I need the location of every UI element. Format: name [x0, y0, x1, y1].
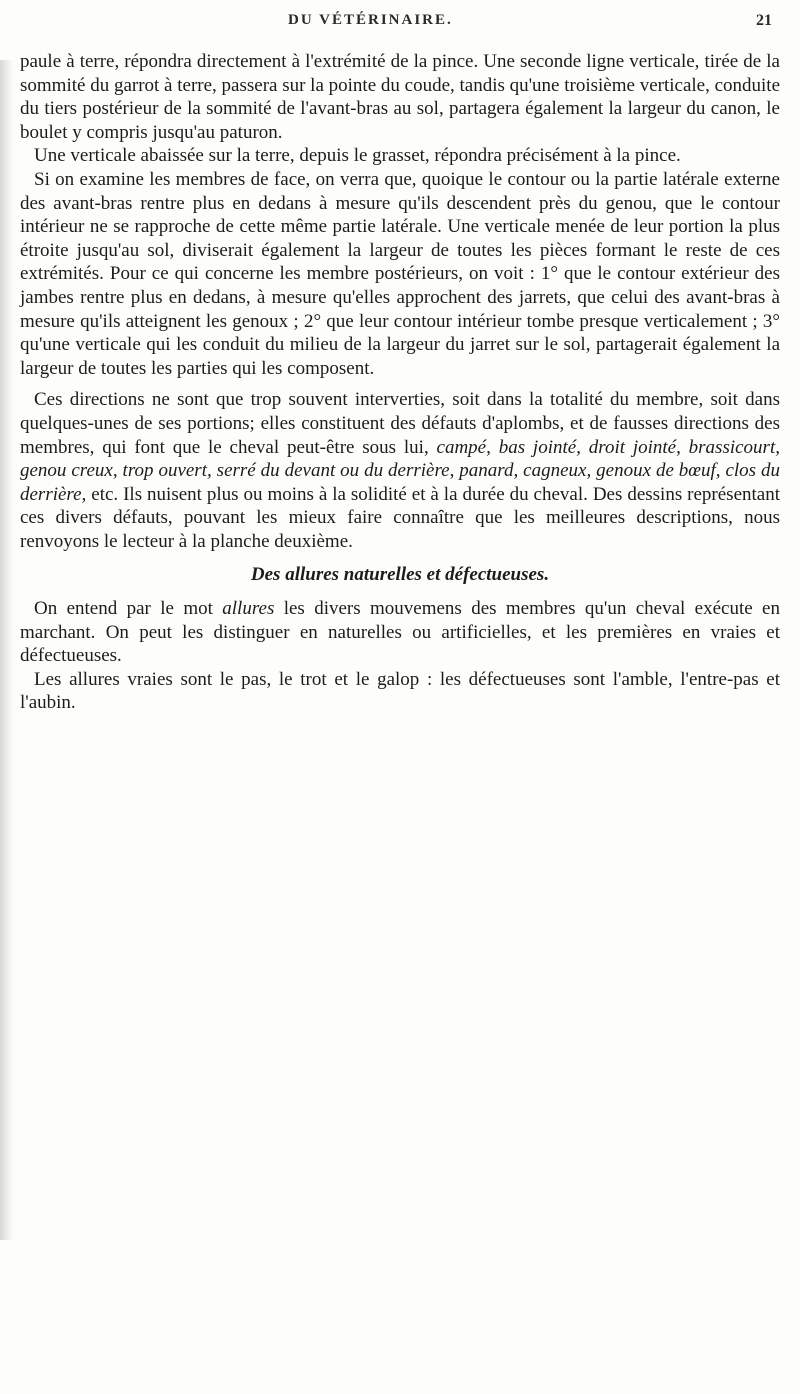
page-number: 21	[756, 12, 772, 29]
section-paragraph-1	[20, 597, 780, 668]
running-title: DU VÉTÉRINAIRE.	[288, 12, 453, 28]
paragraph-3: Si on examine les membres de face, on verra que, quoique le contour ou la partie latérale externe des avant-bras rentre plus en dedans à mesure qu'ils descendent près du genou, que le contour intérieur ne se rapproche de cette même partie latérale. Une verticale menée de leur portion la plus étroite jusqu'au sol, diviserait également la largeur de toutes les pièces formant le reste de ces extrémités. Pour ce qui concerne les membre postérieurs, on voit : 1° que le contour extérieur des jambes rentre plus en dedans, à mesure qu'elles approchent des jarrets, que celui des avant-bras à mesure qu'ils atteignent les genoux ; 2° que leur contour intérieur tombe presque verticalement ; 3° qu'une verticale qui les conduit du milieu de la largeur du jarret sur le sol, partagerait également la largeur de toutes les parties qui les composent.	[20, 168, 780, 379]
paragraph-4-defects-list: campé, bas jointé, droit jointé, brassicourt, genou creux, trop ouvert, serré du devant ou du derrière, panard, cagneux, genoux de bœuf, clos du derrière,	[20, 436, 780, 505]
body-text	[20, 50, 780, 715]
paragraph-2: Une verticale abaissée sur la terre, depuis le grasset, répondra précisément à la pince.	[34, 145, 681, 167]
paragraph-1: paule à terre, répondra directement à l'extrémité de la pince. Une seconde ligne verticale, tirée de la sommité du garrot à terre, passera sur la pointe du coude, tandis qu'une troisième verticale, conduite du tiers postérieur de la sommité de l'avant-bras au sol, partagera également la largeur du canon, le boulet y compris jusqu'au paturon.	[20, 51, 781, 143]
paragraph-4	[20, 388, 780, 553]
paragraph-4-text-end: etc. Ils nuisent plus ou moins à la solidité et à la durée du cheval. Des dessins représentant ces divers défauts, pouvant les mieux faire connaître que les meilleures descriptions, nous renvoyons le lecteur à la planche deuxième.	[20, 483, 780, 552]
paragraph-4-text: Ces directions ne sont que trop souvent interverties, soit dans la totalité du membre, soit dans quelques-unes de ses portions; elles constituent des défauts d'aplombs, et de fausses directions des membres, qui font que le cheval peut-être sous lui,	[20, 389, 780, 458]
section-paragraph-1-text-end: les divers mouvemens des membres qu'un cheval exécute en marchant. On peut les distinguer en naturelles ou artificielles, et les premières en vraies et défectueuses.	[20, 598, 780, 667]
running-head	[0, 8, 800, 38]
binding-shadow	[0, 60, 14, 1240]
section-paragraph-2: Les allures vraies sont le pas, le trot et le galop : les défectueuses sont l'amble, l'entre-pas et l'aubin.	[20, 668, 780, 714]
section-paragraph-1-text: On entend par le mot	[34, 598, 223, 620]
section-paragraph-1-term: allures	[222, 598, 275, 620]
section-heading: Des allures naturelles et défectueuses.	[250, 564, 550, 586]
